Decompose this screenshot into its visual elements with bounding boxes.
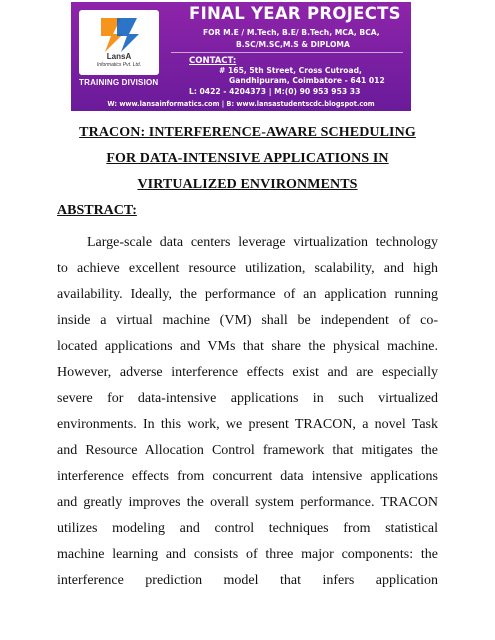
training-division-label: TRAINING DIVISION: [79, 78, 159, 87]
abstract-line: severe for data-intensive applications in such virtualized: [57, 391, 438, 406]
abstract-line: interference prediction model that infers application: [57, 573, 438, 588]
abstract-line: and Resource Allocation Control framework that mitigates the: [57, 443, 438, 458]
abstract-line: inside a virtual machine (VM) shall be independent of co-: [57, 313, 438, 328]
address-line-1: # 165, 5th Street, Cross Cutroad,: [219, 66, 362, 75]
abstract-line: and greatly improves the overall system performance. TRACON: [57, 495, 438, 510]
phone-line: L: 0422 - 4204373 | M:(0) 90 953 953 33: [189, 87, 361, 96]
courses-line-2: B.SC/M.SC,M.S & DIPLOMA: [236, 40, 350, 49]
logo-name: LansA: [106, 52, 132, 61]
abstract-line: However, adverse interference effects exist and are especially: [57, 365, 438, 380]
abstract-line: to achieve excellent resource utilization, scalability, and high: [57, 261, 438, 276]
abstract-line: availability. Ideally, the performance of an application running: [57, 287, 438, 302]
abstract-line: Large-scale data centers leverage virtualization technology: [87, 235, 438, 250]
company-logo: [79, 10, 159, 75]
paper-title-line-2: FOR DATA-INTENSIVE APPLICATIONS IN: [106, 151, 389, 166]
website-line: W: www.lansainformatics.com | B: www.lansastudentscdc.blogspot.com: [107, 100, 375, 108]
banner-divider: [171, 52, 403, 53]
paper-title-line-3: VIRTUALIZED ENVIRONMENTS: [137, 177, 358, 192]
abstract-line: machine learning and consists of three major components: the: [57, 547, 438, 562]
abstract-line: environments. In this work, we present TRACON, a novel Task: [57, 417, 438, 432]
banner-title: FINAL YEAR PROJECTS: [189, 4, 401, 23]
logo-subtitle: Informatics Pvt. Ltd.: [96, 62, 142, 68]
paper-title-line-1: TRACON: INTERFERENCE-AWARE SCHEDULING: [79, 125, 416, 140]
contact-label: CONTACT:: [189, 56, 237, 66]
abstract-heading: ABSTRACT:: [57, 203, 137, 218]
abstract-line: utilizes modeling and control techniques from statistical: [57, 521, 438, 536]
abstract-line: interference effects from concurrent data intensive applications: [57, 469, 438, 484]
address-line-2: Gandhipuram, Coimbatore - 641 012: [229, 76, 385, 85]
header-banner: [71, 2, 411, 111]
lansa-logo-icon: [95, 14, 143, 54]
courses-line-1: FOR M.E / M.Tech, B.E/ B.Tech, MCA, BCA,: [203, 28, 380, 37]
abstract-line: located applications and VMs that share the physical machine.: [57, 339, 438, 354]
